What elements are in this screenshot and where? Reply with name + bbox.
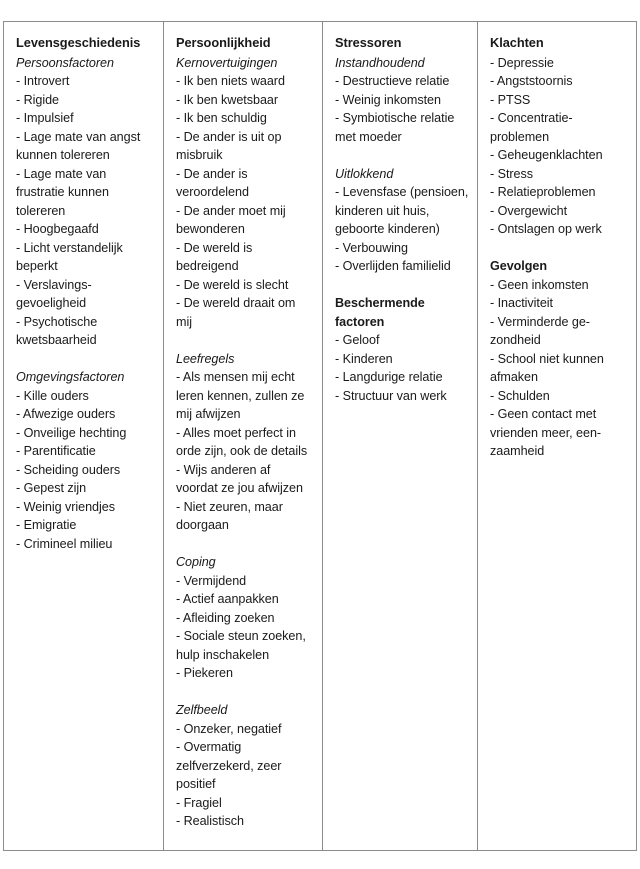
list-item: - Afleiding zoeken: [176, 610, 275, 625]
list-item: - Overgewicht: [490, 203, 568, 218]
group-subheading: Persoonsfactoren: [16, 55, 114, 70]
list-item: - Wijs anderen af voordat ze jou afwijzen: [176, 462, 303, 495]
table-column-levensgeschiedenis: [4, 22, 164, 850]
list-item: - Overmatig zelfverzekerd, zeer positief: [176, 740, 282, 791]
list-item: - Psychotische kwetsbaarheid: [16, 314, 98, 347]
group-subheading: Beschermende factoren: [335, 296, 425, 329]
list-item: - De wereld is slecht: [176, 277, 289, 292]
list-item: - Levensfase (pensioen, kinderen uit huis, geboorte kinderen): [335, 185, 469, 236]
group-instandhoudend: [335, 54, 469, 147]
group-leefregels: [176, 350, 314, 535]
list-item: - Kille ouders: [16, 388, 89, 403]
list-item: - Gepest zijn: [16, 481, 87, 495]
list-item: - Structuur van werk: [335, 388, 447, 403]
list-item: - Ik ben niets waard: [176, 74, 285, 88]
list-item: - De wereld draait om mij: [176, 296, 296, 329]
list-item: - Alles moet perfect in orde zijn, ook de details: [176, 425, 308, 458]
group-spacer: [16, 350, 155, 369]
group-subheading: Gevolgen: [490, 259, 547, 273]
list-item: - Ik ben schuldig: [176, 111, 267, 125]
list-item: - Piekeren: [176, 666, 233, 680]
column-header: Stressoren: [335, 35, 402, 50]
group-subheading: Instandhoudend: [335, 55, 425, 70]
list-item: - Schulden: [490, 388, 550, 403]
group-subheading: Leefregels: [176, 351, 235, 366]
table-column-stressoren: [323, 22, 478, 850]
group-subheading: Zelfbeeld: [176, 703, 228, 717]
list-item: - Niet zeuren, maar doorgaan: [176, 499, 283, 532]
list-item: - Inactiviteit: [490, 296, 553, 310]
group-beschermende-factoren: [335, 294, 469, 405]
column-header: Klachten: [490, 35, 544, 50]
list-item: - Ik ben kwetsbaar: [176, 92, 278, 107]
list-item: - Crimineel milieu: [16, 536, 113, 551]
list-item: - Verbouwing: [335, 240, 408, 255]
list-item: - Geheugenklachten: [490, 148, 603, 162]
list-item: - Afwezige ouders: [16, 407, 116, 421]
group-spacer: [176, 683, 314, 702]
group-uitlokkend: [335, 165, 469, 276]
list-item: - Geen inkomsten: [490, 277, 589, 292]
list-item: - Scheiding ouders: [16, 462, 121, 477]
list-item: - Kinderen: [335, 351, 393, 366]
group-subheading: Kernovertuigingen: [176, 55, 278, 70]
list-item: - Langdurige relatie: [335, 370, 443, 384]
factors-table: [3, 21, 637, 851]
list-item: - Stress: [490, 166, 533, 181]
list-item: - Introvert: [16, 74, 70, 88]
list-item: - De wereld is bedreigend: [176, 240, 253, 273]
list-item: - Onveilige hechting: [16, 425, 127, 440]
group-subheading: Omgevingsfactoren: [16, 370, 125, 384]
column-header: Levensgeschiedenis: [16, 35, 141, 50]
list-item: - PTSS: [490, 92, 531, 107]
group-klachten-list: [490, 54, 628, 239]
list-item: - Geen contact met vrienden meer, een-zaamheid: [490, 407, 602, 458]
list-item: - Actief aanpakken: [176, 592, 279, 606]
group-persoonsfactoren: [16, 54, 155, 350]
list-item: - Parentificatie: [16, 444, 96, 458]
group-spacer: [490, 239, 628, 258]
group-zelfbeeld: [176, 701, 314, 831]
list-item: - Als mensen mij echt leren kennen, zullen ze mij afwijzen: [176, 370, 305, 421]
list-item: - De ander is veroordelend: [176, 166, 249, 199]
group-subheading: Uitlokkend: [335, 166, 394, 181]
list-item: - Sociale steun zoeken, hulp inschakelen: [176, 629, 306, 662]
list-item: - Relatieproblemen: [490, 185, 596, 199]
list-item: - Rigide: [16, 92, 59, 107]
table-column-persoonlijkheid: [164, 22, 323, 850]
list-item: - Ontslagen op werk: [490, 222, 602, 236]
list-item: - Destructieve relatie: [335, 74, 450, 88]
group-kernovertuigingen: [176, 54, 314, 332]
group-subheading: Coping: [176, 555, 216, 569]
table-column-klachten: [478, 22, 636, 850]
list-item: - Lage mate van angst kunnen tolereren: [16, 129, 141, 162]
list-item: - Verminderde ge-zondheid: [490, 314, 590, 347]
group-spacer: [335, 146, 469, 165]
list-item: - Licht verstandelijk beperkt: [16, 240, 123, 273]
list-item: - Geloof: [335, 333, 380, 347]
group-gevolgen: [490, 257, 628, 461]
list-item: - Realistisch: [176, 814, 244, 828]
list-item: - Concentratie-problemen: [490, 111, 573, 144]
list-item: - School niet kunnen afmaken: [490, 351, 604, 384]
group-spacer: [335, 276, 469, 295]
group-spacer: [176, 535, 314, 554]
list-item: - Hoogbegaafd: [16, 222, 99, 236]
list-item: - Weinig inkomsten: [335, 92, 441, 107]
list-item: - Symbiotische relatie met moeder: [335, 111, 455, 144]
list-item: - Lage mate van frustratie kunnen tolereren: [16, 166, 109, 218]
column-header: Persoonlijkheid: [176, 35, 271, 50]
list-item: - Overlijden familielid: [335, 259, 451, 273]
list-item: - Vermijdend: [176, 573, 247, 588]
list-item: - De ander is uit op misbruik: [176, 129, 282, 162]
list-item: - Angststoornis: [490, 74, 573, 88]
list-item: - Impulsief: [16, 111, 74, 125]
list-item: - Onzeker, negatief: [176, 721, 282, 736]
group-coping: [176, 553, 314, 683]
list-item: - Verslavings-gevoeligheid: [16, 277, 92, 310]
group-omgevingsfactoren: [16, 368, 155, 553]
list-item: - De ander moet mij bewonderen: [176, 203, 286, 236]
group-spacer: [176, 331, 314, 350]
list-item: - Weinig vriendjes: [16, 499, 115, 514]
list-item: - Fragiel: [176, 795, 222, 810]
list-item: - Depressie: [490, 55, 554, 70]
list-item: - Emigratie: [16, 518, 77, 532]
